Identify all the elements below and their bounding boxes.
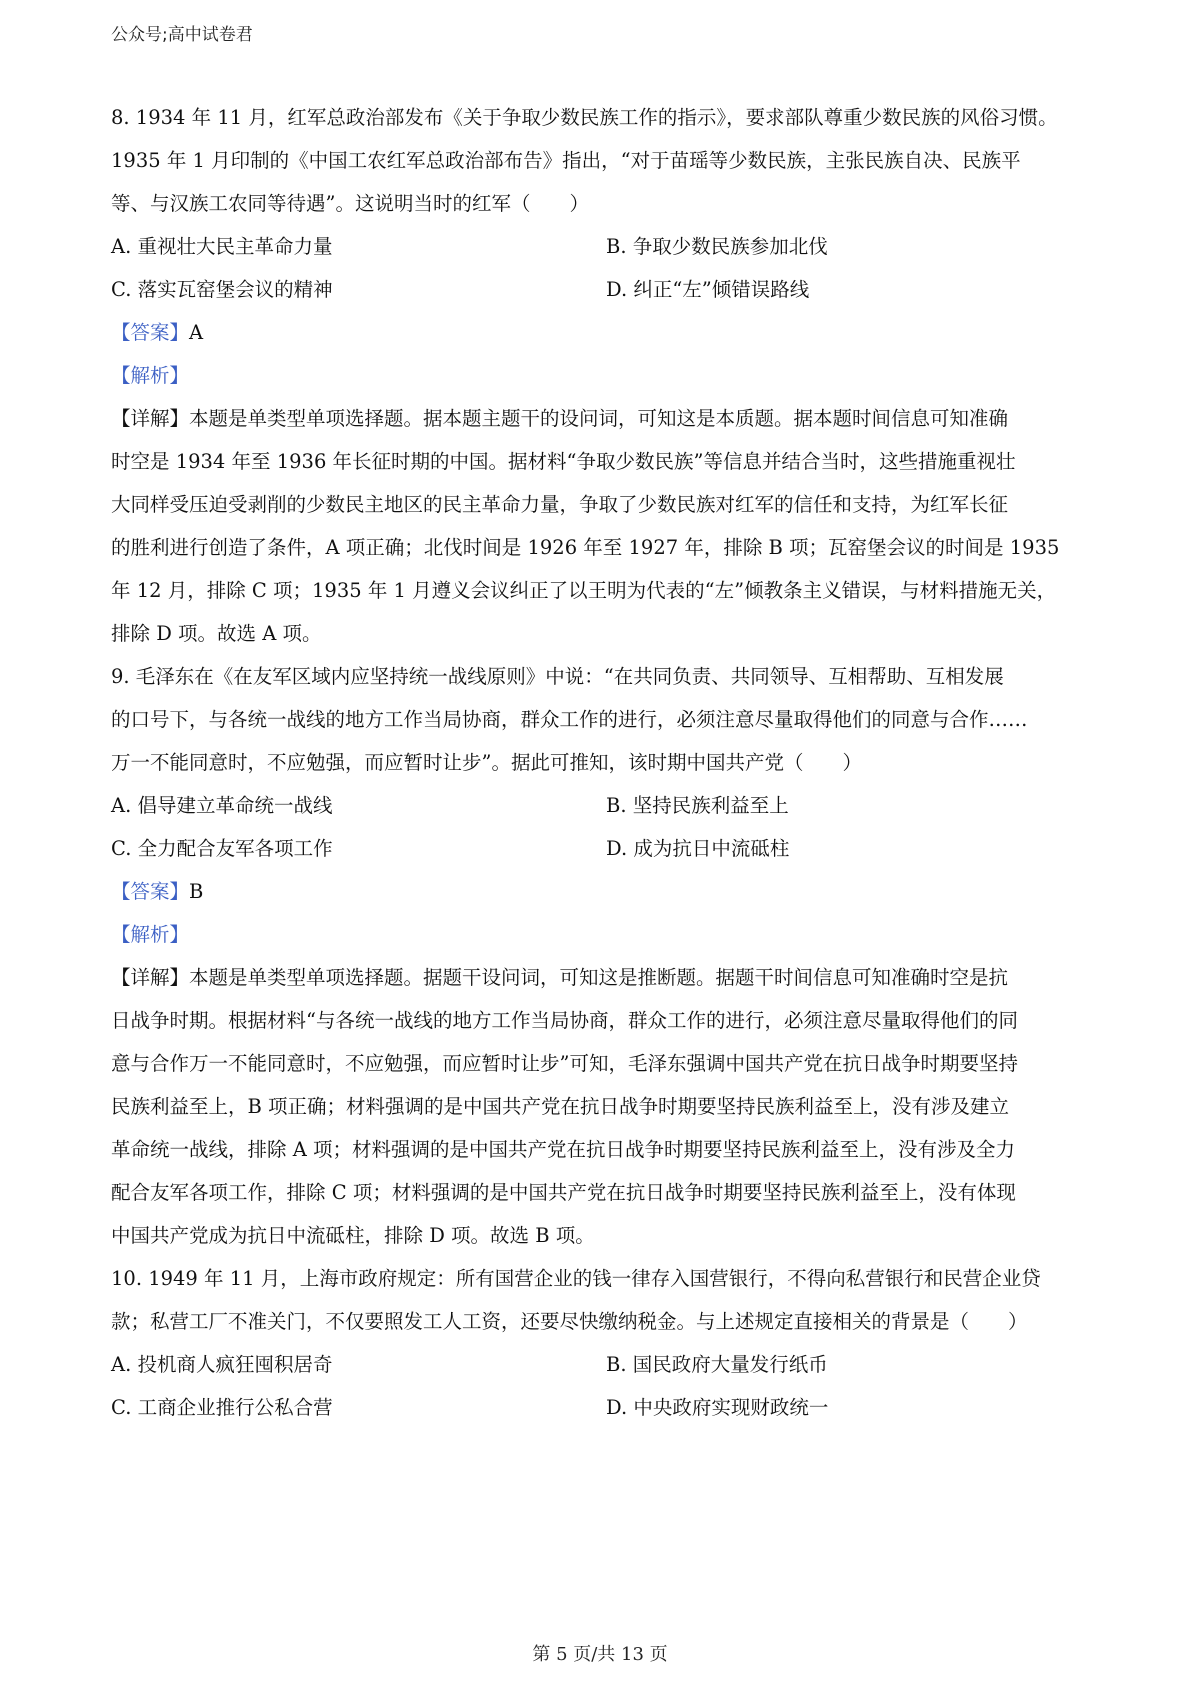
question-10-options-row-1 (111, 1343, 1101, 1386)
question-9-options-row-2 (111, 827, 1101, 870)
question-10-stem-line-2: 款；私营工厂不准关门，不仅要照发工人工资，还要尽快缴纳税金。与上述规定直接相关的背景是（ ） (111, 1310, 1028, 1333)
question-9-detail-line-4: 民族利益至上，B 项正确；材料强调的是中国共产党在抗日战争时期要坚持民族利益至上，没有涉及建立 (111, 1095, 1010, 1118)
answer-tag: 【答案】 (111, 880, 190, 903)
analysis-tag: 【解析】 (111, 923, 190, 946)
question-9 (111, 655, 1101, 1257)
question-9-stem-line-1: 9. 毛泽东在《在友军区域内应坚持统一战线原则》中说：“在共同负责、共同领导、互相帮助、互相发展 (111, 665, 1004, 688)
question-9-analysis-heading (111, 913, 1101, 956)
question-9-detail-line-7: 中国共产党成为抗日中流砥柱，排除 D 项。故选 B 项。 (111, 1224, 595, 1247)
question-9-option-d[interactable]: D. 成为抗日中流砥柱 (606, 837, 790, 860)
question-8-stem-line-2: 1935 年 1 月印制的《中国工农红军总政治部布告》指出，“对于苗瑶等少数民族，主张民族自决、民族平 (111, 149, 1021, 172)
question-8-detail-line-4: 的胜利进行创造了条件，A 项正确；北伐时间是 1926 年至 1927 年，排除 B 项；瓦窑堡会议的时间是 1935 (111, 536, 1060, 559)
question-8-stem-line-3: 等、与汉族工农同等待遇”。这说明当时的红军（ ） (111, 192, 589, 215)
question-8-option-a[interactable]: A. 重视壮大民主革命力量 (111, 235, 333, 258)
detail-tag: 【详解】 (111, 966, 190, 989)
answer-tag: 【答案】 (111, 321, 190, 344)
question-8-detail-line-6: 排除 D 项。故选 A 项。 (111, 622, 322, 645)
detail-tag: 【详解】 (111, 407, 190, 430)
question-10-options-row-2 (111, 1386, 1101, 1429)
question-8-detail-line-2: 时空是 1934 年至 1936 年长征时期的中国。据材料“争取少数民族”等信息并结合当时，这些措施重视壮 (111, 450, 1016, 473)
question-9-stem-line-2: 的口号下，与各统一战线的地方工作当局协商，群众工作的进行，必须注意尽量取得他们的同意与合作…… (111, 708, 1028, 731)
question-9-detail-line-2: 日战争时期。根据材料“与各统一战线的地方工作当局协商，群众工作的进行，必须注意尽量取得他们的同 (111, 1009, 1018, 1032)
question-8-detail-line-3: 大同样受压迫受剥削的少数民主地区的民主革命力量，争取了少数民族对红军的信任和支持，为红军长征 (111, 493, 1009, 516)
question-10-stem-line-1: 10. 1949 年 11 月，上海市政府规定：所有国营企业的钱一律存入国营银行，不得向私营银行和民营企业贷 (111, 1267, 1041, 1290)
question-10-option-d[interactable]: D. 中央政府实现财政统一 (606, 1396, 829, 1419)
question-8-answer (111, 311, 1101, 354)
question-9-option-b[interactable]: B. 坚持民族利益至上 (606, 794, 789, 817)
question-8-stem-line-1: 8. 1934 年 11 月，红军总政治部发布《关于争取少数民族工作的指示》，要求部队尊重少数民族的风俗习惯。 (111, 106, 1058, 129)
detail-text: 本题是单类型单项选择题。据题干设问词，可知这是推断题。据题干时间信息可知准确时空是抗 (189, 966, 1009, 989)
question-9-option-a[interactable]: A. 倡导建立革命统一战线 (111, 794, 333, 817)
answer-value: B (189, 880, 204, 903)
question-8-detail-line-1 (111, 397, 1101, 440)
question-10-option-b[interactable]: B. 国民政府大量发行纸币 (606, 1353, 828, 1376)
question-8-analysis-heading (111, 354, 1101, 397)
question-8-option-b[interactable]: B. 争取少数民族参加北伐 (606, 235, 828, 258)
analysis-tag: 【解析】 (111, 364, 190, 387)
question-9-answer (111, 870, 1101, 913)
question-8-options-row-1 (111, 225, 1101, 268)
exam-content (111, 96, 1101, 1429)
question-9-option-c[interactable]: C. 全力配合友军各项工作 (111, 837, 333, 860)
question-8-option-c[interactable]: C. 落实瓦窑堡会议的精神 (111, 278, 333, 301)
question-9-detail-line-1 (111, 956, 1101, 999)
question-9-detail-line-6: 配合友军各项工作，排除 C 项；材料强调的是中国共产党在抗日战争时期要坚持民族利益至上，没有体现 (111, 1181, 1016, 1204)
question-10-option-c[interactable]: C. 工商企业推行公私合营 (111, 1396, 333, 1419)
page-number: 第 5 页/共 13 页 (532, 1644, 668, 1665)
question-10 (111, 1257, 1101, 1429)
question-10-option-a[interactable]: A. 投机商人疯狂囤积居奇 (111, 1353, 333, 1376)
question-8-option-d[interactable]: D. 纠正“左”倾错误路线 (606, 278, 810, 301)
question-9-stem-line-3: 万一不能同意时，不应勉强，而应暂时让步”。据此可推知，该时期中国共产党（ ） (111, 751, 862, 774)
question-8 (111, 96, 1101, 655)
detail-text: 本题是单类型单项选择题。据本题主题干的设问词，可知这是本质题。据本题时间信息可知准确 (189, 407, 1009, 430)
question-9-options-row-1 (111, 784, 1101, 827)
question-9-detail-line-3: 意与合作万一不能同意时，不应勉强，而应暂时让步”可知，毛泽东强调中国共产党在抗日战争时期要坚持 (111, 1052, 1018, 1075)
answer-value: A (189, 321, 204, 344)
question-9-detail-line-5: 革命统一战线，排除 A 项；材料强调的是中国共产党在抗日战争时期要坚持民族利益至上，没有涉及全力 (111, 1138, 1015, 1161)
question-8-options-row-2 (111, 268, 1101, 311)
question-8-detail-line-5: 年 12 月，排除 C 项；1935 年 1 月遵义会议纠正了以王明为代表的“左”倾教条主义错误，与材料措施无关， (111, 579, 1057, 602)
source-watermark: 公众号;高中试卷君 (111, 25, 253, 45)
